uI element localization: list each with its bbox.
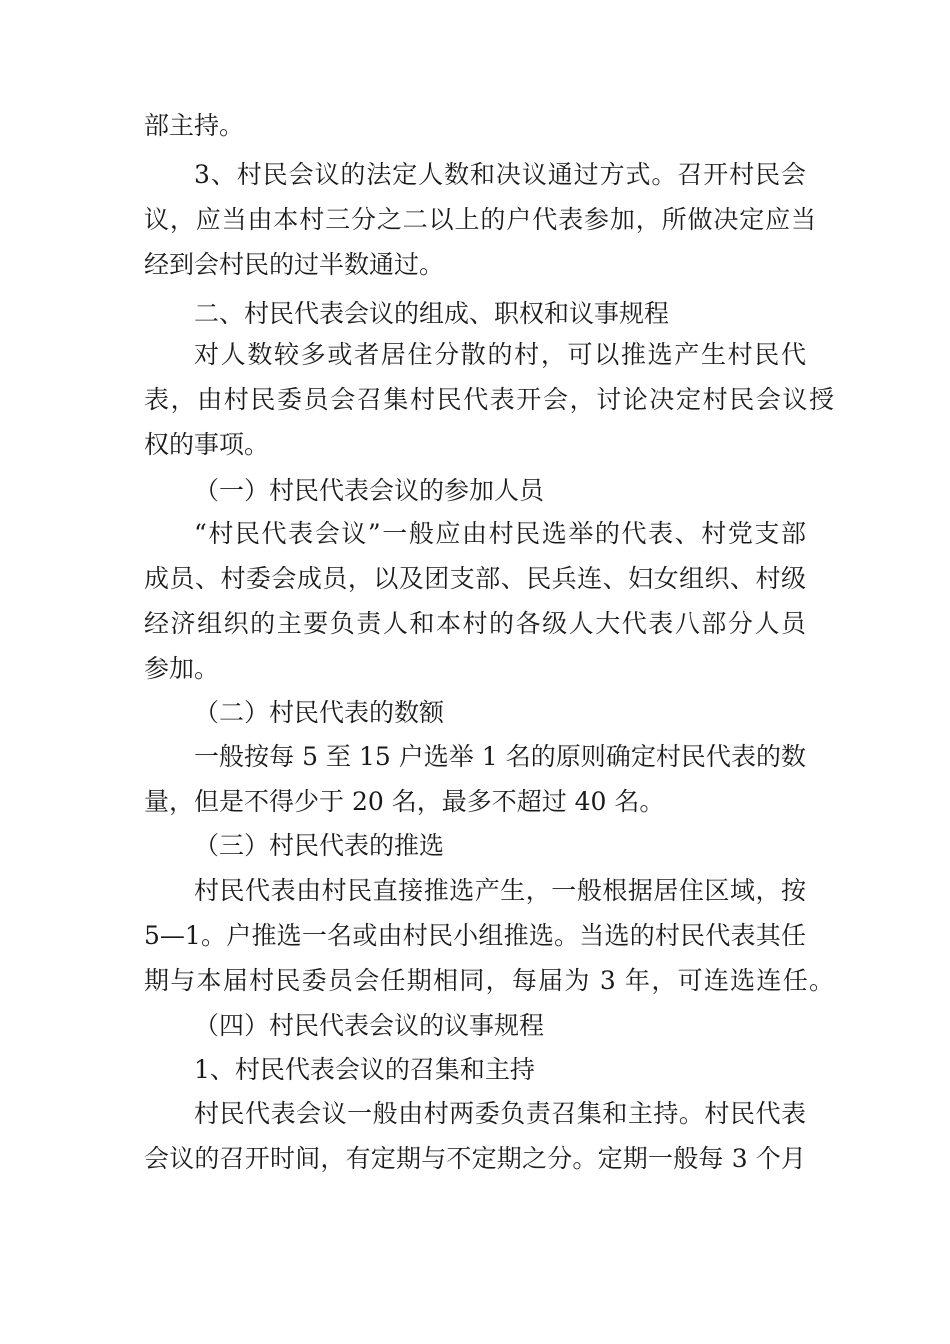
- section-heading: 二、村民代表会议的组成、职权和议事规程: [194, 299, 670, 328]
- text-line: 量，但是不得少于 20 名，最多不超过 40 名。: [144, 787, 665, 816]
- text-line: 表，由村民委员会召集村民代表开会，讨论决定村民会议授: [144, 385, 834, 414]
- text-line: 5—1。户推选一名或由村民小组推选。当选的村民代表其任: [144, 921, 806, 950]
- subsection-heading: （二）村民代表的数额: [194, 698, 445, 727]
- text-line: 对人数较多或者居住分散的村，可以推选产生村民代: [194, 340, 806, 369]
- text-line: 村民代表会议一般由村两委负责召集和主持。村民代表: [194, 1099, 806, 1128]
- text-line: 部主持。: [144, 111, 245, 140]
- text-line: 期与本届村民委员会任期相同，每届为 3 年，可连选连任。: [144, 966, 834, 995]
- text-line: “村民代表会议”一般应由村民选举的代表、村党支部: [194, 519, 806, 548]
- text-line: 议，应当由本村三分之二以上的户代表参加，所做决定应当: [144, 205, 816, 234]
- text-line: 会议的召开时间，有定期与不定期之分。定期一般每 3 个月: [144, 1144, 806, 1173]
- subsection-heading: （一）村民代表会议的参加人员: [194, 476, 545, 505]
- text-line: 一般按每 5 至 15 户选举 1 名的原则确定村民代表的数: [194, 742, 806, 771]
- text-line: 成员、村委会成员，以及团支部、民兵连、妇女组织、村级: [144, 564, 806, 593]
- text-line: 村民代表由村民直接推选产生，一般根据居住区域，按: [194, 876, 806, 905]
- subsection-heading: （三）村民代表的推选: [194, 831, 445, 860]
- subsection-heading: （四）村民代表会议的议事规程: [194, 1011, 545, 1040]
- subsection-heading: 1、村民代表会议的召集和主持: [194, 1055, 535, 1084]
- text-line: 参加。: [144, 654, 220, 683]
- text-line: 权的事项。: [144, 430, 270, 459]
- text-line: 经济组织的主要负责人和本村的各级人大代表八部分人员: [144, 609, 806, 638]
- text-line: 经到会村民的过半数通过。: [144, 250, 445, 279]
- text-line: 3、村民会议的法定人数和决议通过方式。召开村民会: [194, 160, 806, 189]
